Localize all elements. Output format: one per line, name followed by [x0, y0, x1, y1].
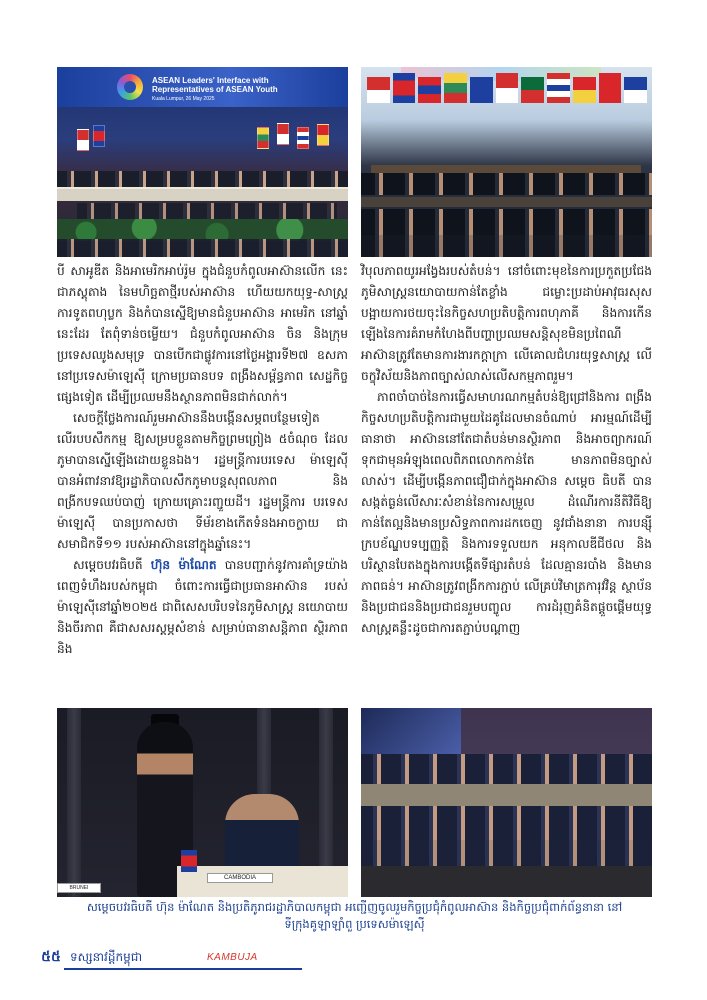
conference-desk — [361, 197, 652, 207]
photo-plenary-meeting — [361, 708, 652, 897]
cambodia-flag-icon — [181, 850, 197, 872]
asean-logo-icon — [117, 74, 143, 100]
screen-title: ASEAN Leaders' Interface with — [152, 76, 269, 85]
page-number: ៥៥ — [41, 949, 61, 965]
delegates — [361, 840, 652, 866]
delegates — [361, 173, 652, 195]
brand-logo-text: KAMBUJA — [207, 952, 258, 963]
nameplate-brunei: BRUNEI DARUSSALAM — [57, 883, 101, 893]
article-text: បានបញ្ជាក់នូវការគាំទ្រយ៉ាងពេញទំហឹងរបស់កម្ពុជា ចំពោះការធ្វើជាប្រធានអាស៊ាន របស់ម៉ាឡេស៊ីនៅឆ្នាំ២០២៥ ជាពិសេសបរិបទនៃភូមិសាស្ត្រ នយោបាយ និងចីរភាព គឺជាសសរស្តម្ភសំខាន់ សម្រាប់ធានាសន្តិភាព ស្ថិរភាព និង — [57, 558, 349, 656]
article-column-right — [361, 261, 652, 639]
flag-row — [367, 77, 647, 111]
article-column-left — [57, 261, 348, 660]
event-screen-text — [152, 76, 278, 104]
delegates — [361, 806, 652, 840]
flag-icon — [297, 127, 309, 149]
article-paragraph: សេចក្តីថ្លែងការណ៍រួមអាស៊ាននឹងបង្កើនសម្ភពបន្ថែមទៀត លើរបបសឹកកម្ម ឱ្យសម្របខ្លួនតាមកិច្ចព្រមព្រៀង ៥ចំណុច ដែលភូមាបានស្នើឡើងដោយខ្លួនឯង។ រដ្ឋមន្ត្រីការបរទេស ម៉ាឡេស៊ី បានអំពាវនាវឱ្យរដ្ឋាភិបាលសឹកភូមាបន្តសុពលភាព និងពង្រីកបទឈប់បាញ់ ក្រោយគ្រោះរញ្ជួយដី។ រដ្ឋមន្ត្រីការ បរទេសម៉ាឡេស៊ី បានប្រកាសថា ទីម័រខាងកើតទំនងអាចក្លាយ ជាសមាជិកទី១១ របស់អាស៊ាននៅក្នុងឆ្នាំនេះ។ — [57, 411, 348, 551]
highlighted-name: ហ៊ុន ម៉ាណែត — [150, 558, 217, 572]
article-paragraph: ភាពចាំបាច់នៃការធ្វើសមាហរណកម្មតំបន់ឱ្យជ្រៅនិងការ ពង្រឹងកិច្ចសហប្រតិបត្តិការជាមួយដៃគូដែលមានចំណាប់ អារម្មណ៍ដើម្បីធានាថា អាស៊ាននៅតែជាតំបន់មានស្ថិរភាព និងអាចព្យាករណ៍ទុកជាមុនអំឡុងពេលពិភពលោកកាន់តែ មានភាពមិនច្បាស់លាស់។ ដើម្បីបង្កើនភាពជឿជាក់ក្នុងអាស៊ាន សម្ដេច ធិបតី បានសង្កត់ធ្ងន់លើសារៈសំខាន់នៃការសម្រួល ដំណើរការនីតិវិធីឱ្យកាន់តែល្អនិងមានប្រសិទ្ធភាពការដកចេញ នូវជាំងនានា ការបន្សុីក្របខ័ណ្ឌបទប្បញ្ញត្តិ និងការទទួលយក អនុកាលឌីជីថល និងបរិស្ថានបែតងក្នុងការបង្កើតទីផ្សារតំបន់ ដែលគ្មានរបាំង និងមានភាពធន់។ អាស៊ានត្រូវពង្រីកការភ្ជាប់ លើគ្រប់វិមាត្រការុវវិន្ត ស្ថាប័ន និងប្រជាជននិងប្រជាជនរួមបញ្ចូល ការដំរុញគំនិតផ្តួចផ្តើមយុទ្ធសាស្ត្រគន្លឹះដូចជាការតភ្ជាប់បណ្តាញ — [361, 390, 652, 635]
screen-subtitle: Kuala Lumpur, 26 May 2025 — [152, 96, 215, 102]
flag-icon — [317, 124, 329, 146]
flag-icon — [77, 129, 89, 151]
flag-icon — [277, 123, 289, 145]
article-paragraph: វិបុលភាពយូរអង្វែងរបស់តំបន់។ នៅចំពោះមុខនៃការប្រកួតប្រជែង ភូមិសាស្ត្រនយោបាយកាន់តែខ្លាំង ជម្លោះប្រដាប់អាវុធរសុស បង្អាយការថយចុះនៃកិច្ចសហប្រតិបត្តិការពហុភាគី និងការកើន ឡើងនៃការគំរាមកំហែងពីបញ្ហាប្រឈមសន្តិសុខមិនប្រពៃណី អាស៊ានត្រូវតែមានការងារកក្ដាក្រា លើគោលជំហរយុទ្ធសាស្ត្រ លើចក្ខុវិស័យនិងភាពច្បាស់លាស់លើសកម្មភាពរួម។ — [361, 264, 652, 383]
front-desk — [361, 866, 652, 897]
photo-caption: សម្ដេចបវរធិបតី ហ៊ុន ម៉ាណែត និងប្រតិភូរាជរដ្ឋាភិបាលកម្ពុជា អញ្ជើញចូលរួមកិច្ចប្រជុំកំពូលអាស៊ាន និងកិច្ចប្រជុំពាក់ព័ន្ធនានា នៅទីក្រុងគូឡាឡាំពួ ប្រទេសម៉ាឡេស៊ី — [86, 900, 623, 931]
delegates — [361, 754, 652, 784]
plants — [57, 219, 348, 241]
flag-icon — [257, 127, 269, 149]
photo-signing — [57, 708, 348, 897]
magazine-title: ទស្សនាវដ្តីកម្ពុជា — [70, 950, 143, 964]
article-paragraph — [57, 555, 348, 660]
photo-asean-youth-interface — [57, 67, 348, 257]
nameplate-cambodia: CAMBODIA — [207, 873, 273, 883]
delegates — [361, 209, 652, 235]
photo-summit-hall — [361, 67, 652, 257]
conference-table — [57, 187, 348, 201]
delegates — [361, 235, 652, 257]
display-screen — [361, 708, 461, 754]
footer-divider — [64, 968, 302, 970]
article-text: សម្តេចបវរធិបតី — [73, 558, 151, 572]
article-paragraph: បី សាអូឌីត និងអាមេរិកអាប់រ៉ូម ក្នុងជំនួបកំពូលអាស៊ានលើក នេះ ជាភស្តុតាង នៃមហិច្ឆតាថ្មីរបស់អាស៊ាន ហើយយកយុទ្ធ-សាស្ត្រការទូតពហុប្លក និងកំបានស្នើឱ្យមានជំនួបអាស៊ាន អាមេរិក នៅឆ្នាំនេះដែរ តែពុំទាន់ចម្លើយ។ ជំនួបកំពូលអាស៊ាន ចិន និងក្រុមប្រទេសឈូងសមុទ្រ បានបើកជាផ្លូវការនៅថ្ងៃអង្គារទី២៧ ឧសភា នៅប្រទេសម៉ាឡេស៊ី ក្រោមប្រធានបទ ពង្រឹងសម្ព័ន្ធភាព សេដ្ឋកិច្ចផ្សេងទៀត ដើម្បីប្រឈមនឹងស្ថានភាពមិនជាក់លាក់។ — [57, 264, 348, 404]
conference-table — [361, 784, 652, 806]
audience — [57, 239, 348, 257]
flag-icon — [93, 125, 105, 147]
screen-title-2: Representatives of ASEAN Youth — [152, 85, 278, 94]
